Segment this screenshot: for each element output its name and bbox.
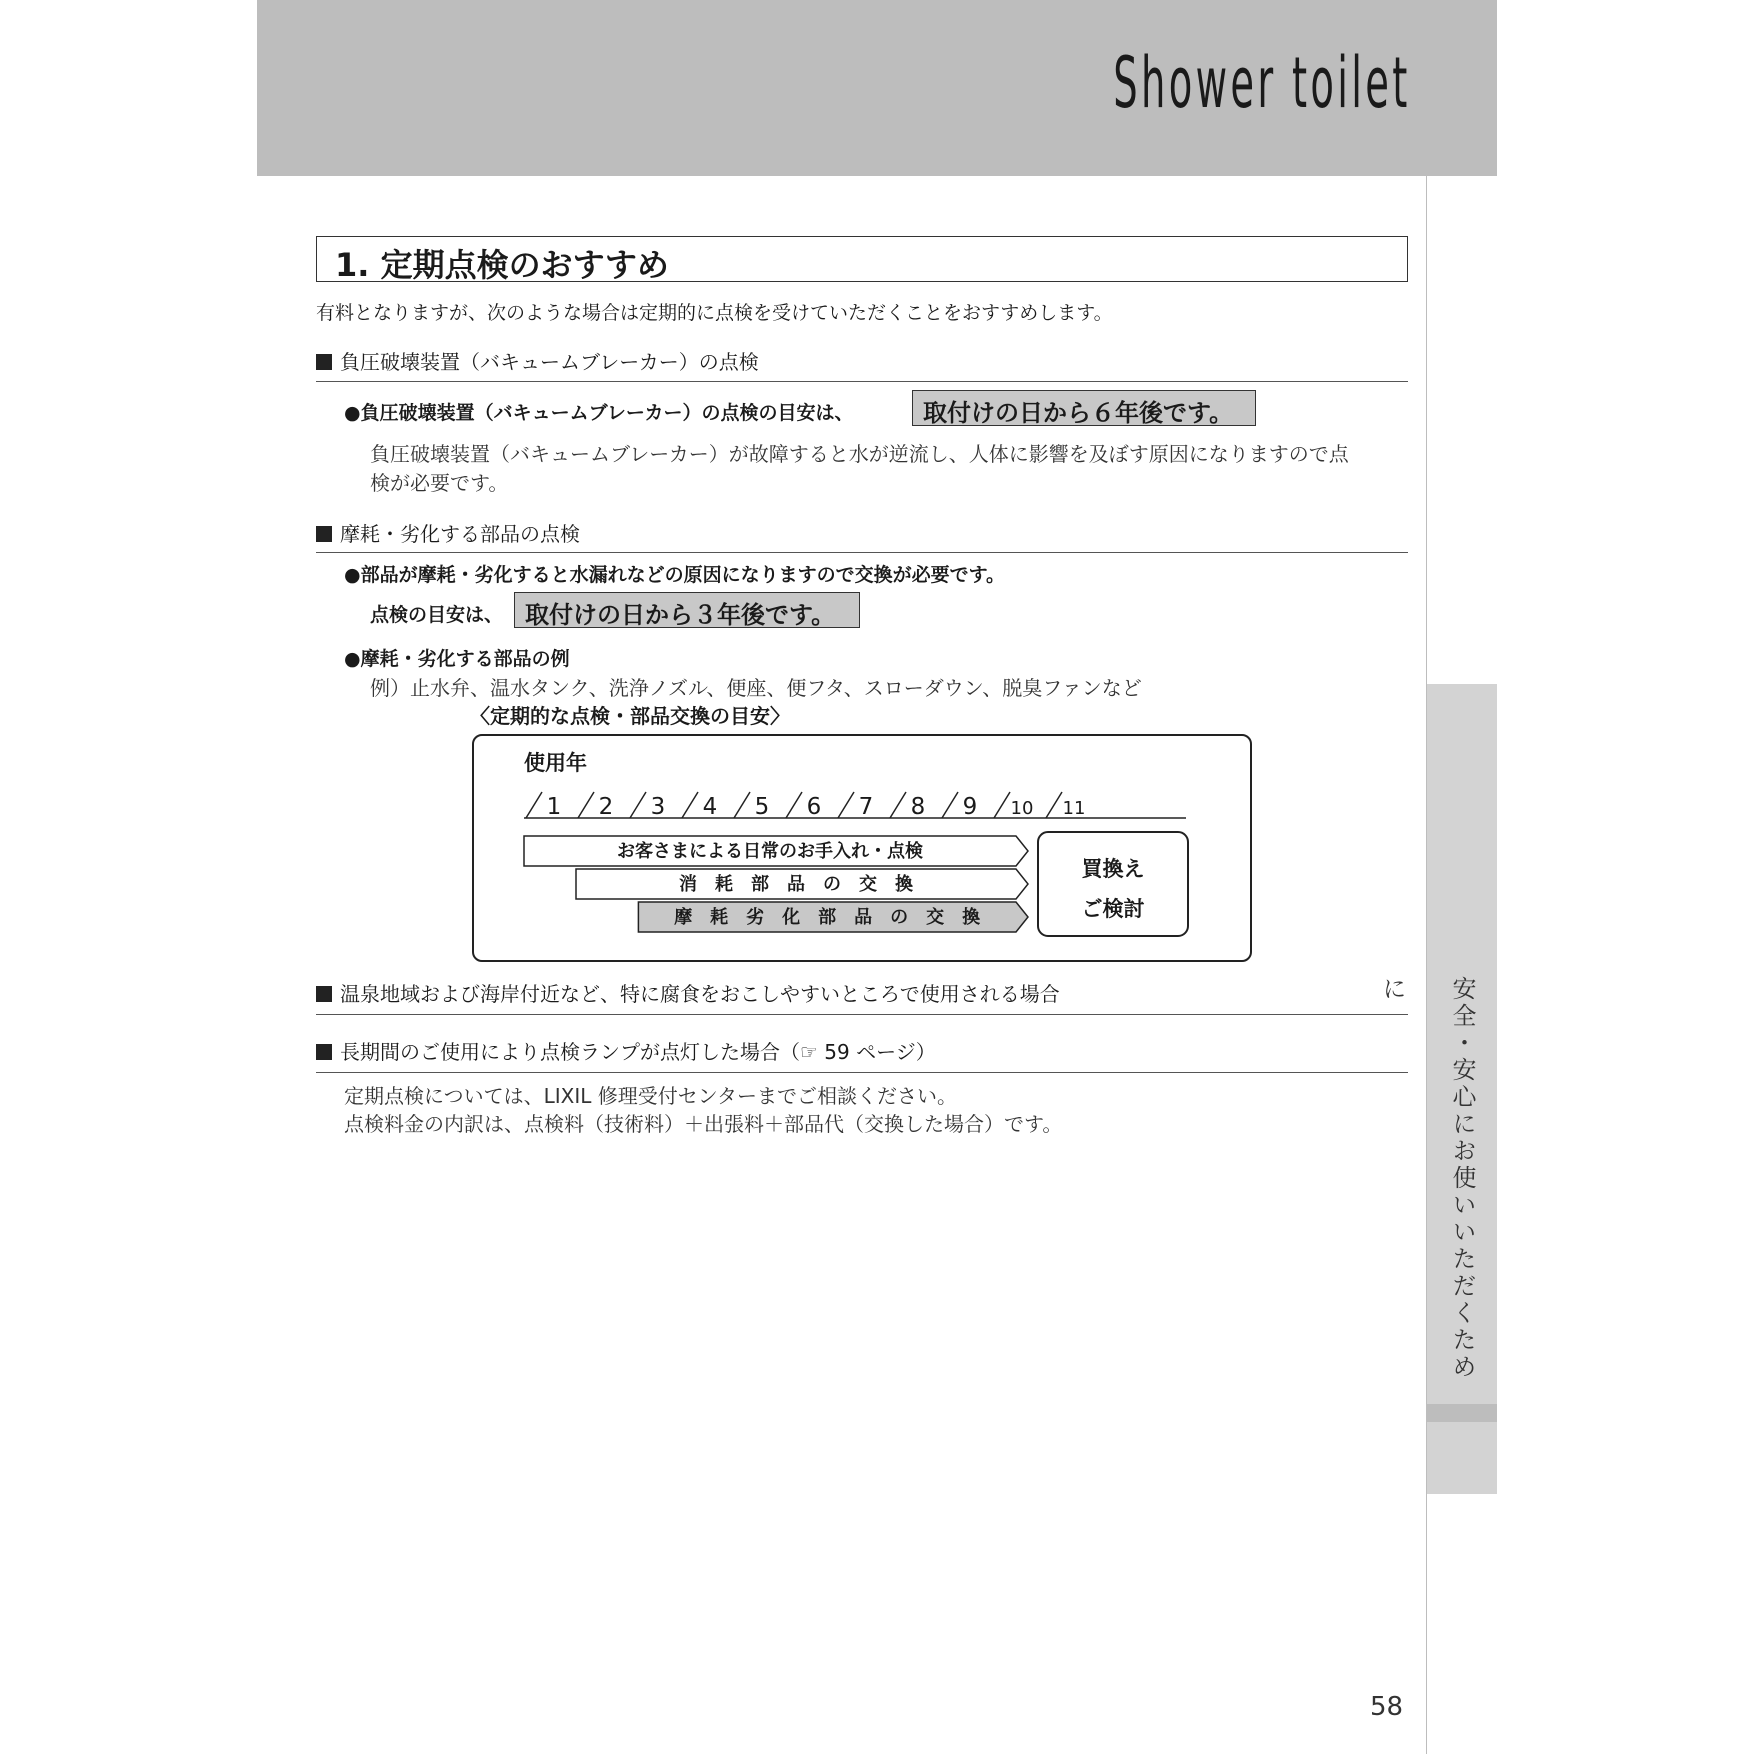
section-title: 1. 定期点検のおすすめ <box>335 246 669 284</box>
year-tick-label: 10 <box>1010 798 1034 819</box>
wear-bullet: ●部品が摩耗・劣化すると水漏れなどの原因になりますので交換が必要です。 <box>344 564 1006 586</box>
brand-logo <box>797 26 1497 132</box>
brand-text: Shower toilet <box>1113 42 1411 124</box>
square-bullet-icon <box>316 986 332 1002</box>
diagram-title: 〈定期的な点検・部品交換の目安〉 <box>470 704 790 728</box>
lamp-note-1: 定期点検については、LIXIL 修理受付センターまでご相談ください。 <box>344 1084 957 1108</box>
year-tick-label: 7 <box>858 794 874 820</box>
side-tab-marker <box>1427 1404 1497 1422</box>
divider <box>316 1014 1408 1015</box>
year-tick-label: 8 <box>910 794 926 820</box>
year-tick-label: 1 <box>546 794 562 820</box>
year-slash <box>526 792 542 818</box>
year-tick-label: 2 <box>598 794 614 820</box>
year-slash <box>630 792 646 818</box>
schedule-diagram <box>472 734 1252 962</box>
side-tab-label: 安全・安心にお使いいただくために <box>1378 976 1476 1381</box>
year-slash <box>890 792 906 818</box>
year-tick-label: 9 <box>962 794 978 820</box>
onsen-heading <box>316 978 1060 1007</box>
wear-highlight: 取付けの日から３年後です。 <box>514 592 860 628</box>
wear-guide-label: 点検の目安は、 <box>370 604 504 626</box>
year-tick-label: 6 <box>806 794 822 820</box>
year-slash <box>1046 792 1062 818</box>
wear-example-text: 例）止水弁、温水タンク、洗浄ノズル、便座、便フタ、スローダウン、脱臭ファンなど <box>370 676 1142 700</box>
year-tick-label: 11 <box>1062 798 1086 819</box>
square-bullet-icon <box>316 354 332 370</box>
onsen-heading-text: 温泉地域および海岸付近など、特に腐食をおこしやすいところで使用される場合 <box>340 982 1060 1006</box>
vacuum-body-line1: 負圧破壊装置（バキュームブレーカー）が故障すると水が逆流し、人体に影響を及ぼす原因になりますので点 <box>370 442 1349 466</box>
wear-heading-text: 摩耗・劣化する部品の点検 <box>340 522 580 546</box>
section-title-box <box>316 236 1408 282</box>
schedule-bar-label: お客さまによる日常のお手入れ・点検 <box>617 841 923 862</box>
year-tick-label: 4 <box>702 794 718 820</box>
year-slash <box>786 792 802 818</box>
year-slash <box>578 792 594 818</box>
year-slash <box>994 792 1010 818</box>
divider <box>316 1072 1408 1073</box>
lamp-heading-text: 長期間のご使用により点検ランプが点灯した場合（☞ 59 ページ） <box>340 1040 936 1064</box>
vacuum-heading-text: 負圧破壊装置（バキュームブレーカー）の点検 <box>340 350 759 374</box>
year-tick-label: 5 <box>754 794 770 820</box>
header-band <box>257 0 1497 176</box>
replace-box-line2: ご検討 <box>1081 897 1145 921</box>
wear-heading <box>316 518 580 547</box>
intro-text: 有料となりますが、次のような場合は定期的に点検を受けていただくことをおすすめします。 <box>316 302 1113 324</box>
year-slash <box>838 792 854 818</box>
square-bullet-icon <box>316 526 332 542</box>
vacuum-body <box>370 440 1349 498</box>
page-number: 58 <box>1370 1692 1404 1722</box>
vacuum-highlight: 取付けの日から６年後です。 <box>912 390 1256 426</box>
vacuum-bullet: ●負圧破壊装置（バキュームブレーカー）の点検の目安は、 <box>344 402 854 424</box>
divider <box>316 381 1408 382</box>
schedule-bar-label: 摩 耗 劣 化 部 品 の 交 換 <box>674 907 981 928</box>
vacuum-heading <box>316 346 759 375</box>
divider <box>316 552 1408 553</box>
year-tick-label: 3 <box>650 794 666 820</box>
years-label: 使用年 <box>524 751 587 775</box>
lamp-heading <box>316 1036 936 1065</box>
schedule-diagram-svg <box>474 736 1250 960</box>
vacuum-body-line2: 検が必要です。 <box>370 471 509 495</box>
lamp-note-2: 点検料金の内訳は、点検料（技術料）＋出張料＋部品代（交換した場合）です。 <box>344 1112 1063 1136</box>
year-slash <box>682 792 698 818</box>
wear-example-bullet: ●摩耗・劣化する部品の例 <box>344 648 570 670</box>
square-bullet-icon <box>316 1044 332 1060</box>
year-slash <box>942 792 958 818</box>
schedule-bar-label: 消 耗 部 品 の 交 換 <box>679 874 913 895</box>
year-slash <box>734 792 750 818</box>
replace-box-line1: 買換え <box>1081 857 1145 881</box>
